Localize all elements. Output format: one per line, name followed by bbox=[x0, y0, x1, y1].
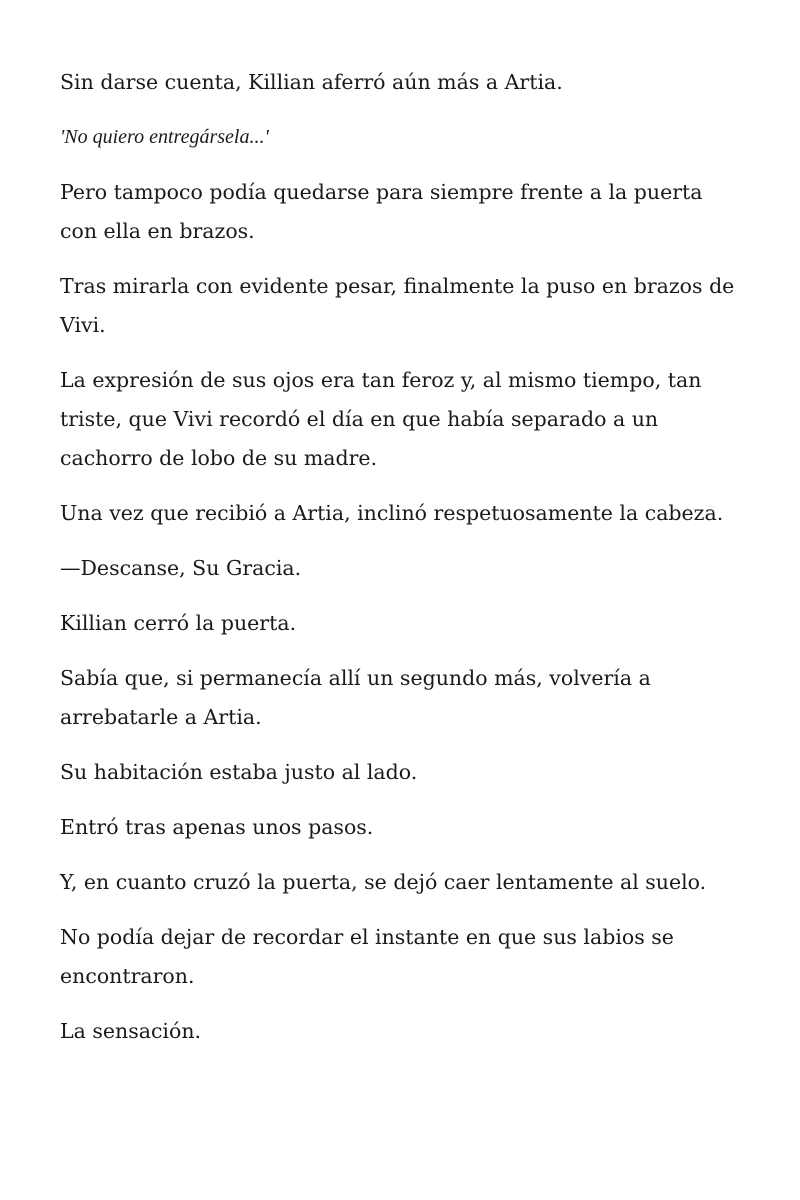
inner-thought: 'No quiero entregársela...' bbox=[60, 126, 269, 148]
paragraph: Una vez que recibió a Artia, inclinó respetuosamente la cabeza. bbox=[60, 501, 724, 525]
paragraph: Y, en cuanto cruzó la puerta, se dejó caer lentamente al suelo. bbox=[60, 870, 707, 894]
paragraph: Tras mirarla con evidente pesar, finalmente la puso en brazos de Vivi. bbox=[60, 274, 735, 337]
paragraph: La sensación. bbox=[60, 1019, 202, 1043]
paragraph: Sabía que, si permanecía allí un segundo más, volvería a arrebatarle a Artia. bbox=[60, 666, 651, 729]
paragraph: Su habitación estaba justo al lado. bbox=[60, 760, 418, 784]
dialogue-line: —Descanse, Su Gracia. bbox=[60, 556, 302, 580]
paragraph: Pero tampoco podía quedarse para siempre frente a la puerta con ella en brazos. bbox=[60, 180, 703, 243]
paragraph: No podía dejar de recordar el instante en que sus labios se encontraron. bbox=[60, 925, 674, 988]
reading-page bbox=[60, 63, 740, 1067]
paragraph: Killian cerró la puerta. bbox=[60, 611, 297, 635]
paragraph: Sin darse cuenta, Killian aferró aún más a Artia. bbox=[60, 70, 563, 94]
paragraph: Entró tras apenas unos pasos. bbox=[60, 815, 374, 839]
paragraph: La expresión de sus ojos era tan feroz y, al mismo tiempo, tan triste, que Vivi recordó el día en que había separado a un cachorro de lobo de su madre. bbox=[60, 368, 702, 470]
